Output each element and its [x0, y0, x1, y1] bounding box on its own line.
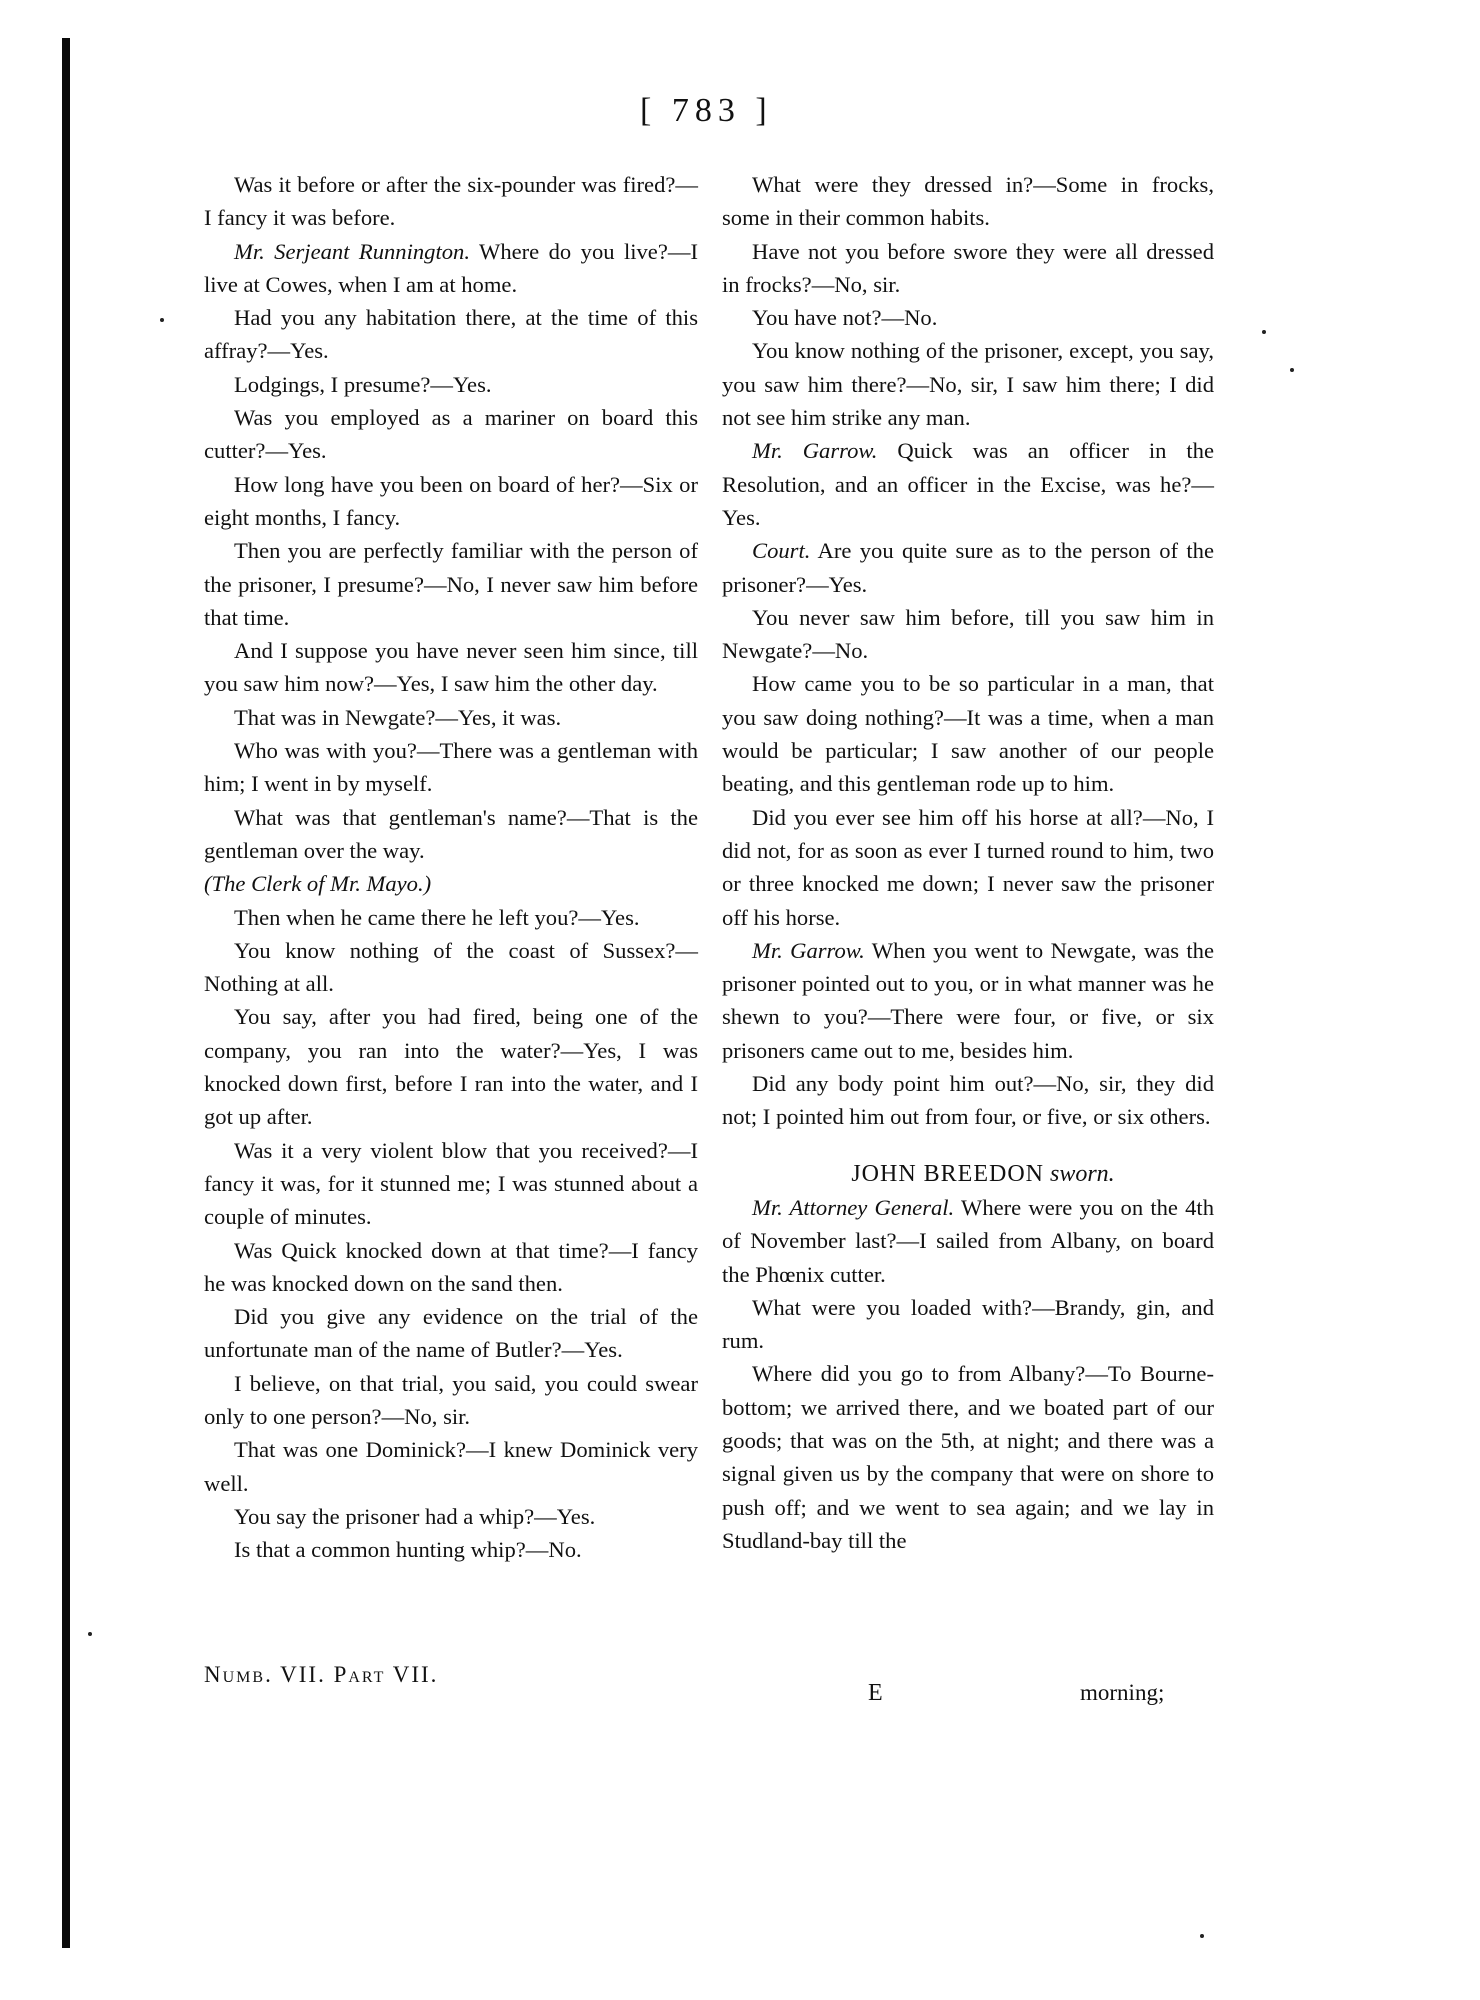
testimony-text: Are you quite sure as to the person of the prisoner?—Yes.	[722, 538, 1214, 597]
witness-heading	[722, 1158, 1214, 1191]
testimony-text: Had you any habitation there, at the time of this affray?—Yes.	[204, 305, 698, 364]
testimony-text: You never saw him before, till you saw him in Newgate?—No.	[722, 604, 1214, 664]
testimony-paragraph	[204, 1000, 698, 1133]
testimony-text: You know nothing of the coast of Sussex?—Nothing at all.	[204, 937, 698, 997]
testimony-paragraph	[204, 1234, 698, 1301]
testimony-text: Was it before or after the six-pounder was fired?—I fancy it was before.	[204, 172, 698, 231]
testimony-paragraph	[204, 534, 698, 634]
testimony-paragraph	[722, 667, 1214, 800]
testimony-text: You have not?—No.	[752, 305, 938, 331]
testimony-text: What were you loaded with?—Brandy, gin, and rum.	[722, 1294, 1214, 1354]
testimony-paragraph	[722, 434, 1214, 534]
testimony-paragraph	[204, 634, 698, 701]
testimony-text: That was one Dominick?—I knew Dominick very well.	[204, 1437, 698, 1496]
testimony-paragraph	[204, 801, 698, 868]
testimony-text: Was you employed as a mariner on board this cutter?—Yes.	[204, 405, 698, 464]
testimony-text: That was in Newgate?—Yes, it was.	[234, 704, 562, 730]
ink-speck	[160, 318, 164, 322]
testimony-paragraph	[722, 168, 1214, 235]
testimony-paragraph	[204, 368, 698, 401]
testimony-text: I believe, on that trial, you said, you could swear only to one person?—No, sir.	[204, 1370, 698, 1429]
testimony-paragraph	[204, 1367, 698, 1434]
testimony-paragraph	[204, 301, 698, 368]
testimony-text: How came you to be so particular in a man, that you saw doing nothing?—It was a time, when a man would be particular; I saw another of our people beating, and this gentleman rode up to him.	[722, 671, 1214, 797]
testimony-text: Who was with you?—There was a gentleman with him; I went in by myself.	[204, 738, 698, 797]
testimony-text: Was Quick knocked down at that time?—I fancy he was knocked down on the sand then.	[204, 1237, 698, 1296]
testimony-text: Then when he came there he left you?—Yes.	[234, 904, 640, 930]
testimony-paragraph	[204, 901, 698, 934]
testimony-paragraph	[722, 934, 1214, 1067]
part-label: Numb. VII. Part VII.	[204, 1662, 439, 1687]
testimony-paragraph	[722, 801, 1214, 934]
testimony-paragraph	[204, 168, 698, 235]
testimony-paragraph	[722, 534, 1214, 601]
testimony-paragraph	[204, 734, 698, 801]
testimony-text: Where do you live?—I live at Cowes, when I am at home.	[204, 238, 698, 297]
testimony-text: When you went to Newgate, was the prisoner pointed out to you, or in what manner was he shewn to you?—There were four, or five, or six prisoners came out to me, besides him.	[722, 937, 1214, 1063]
page-number: [ 783 ]	[640, 92, 773, 129]
testimony-text: Did you give any evidence on the trial of the unfortunate man of the name of Butler?—Yes.	[204, 1304, 698, 1363]
sworn-label: sworn.	[1043, 1160, 1115, 1187]
testimony-text: You know nothing of the prisoner, except, you say, you saw him there?—No, sir, I saw him there; I did not see him strike any man.	[722, 338, 1214, 431]
testimony-text: Quick was an officer in the Resolution, and an officer in the Excise, was he?—Yes.	[722, 438, 1215, 530]
testimony-text: Have not you before swore they were all dressed in frocks?—No, sir.	[722, 238, 1214, 297]
testimony-paragraph	[204, 1134, 698, 1234]
testimony-text: Was it a very violent blow that you received?—I fancy it was, for it stunned me; I was stunned about a couple of minutes.	[204, 1137, 698, 1230]
testimony-text: What were they dressed in?—Some in frocks, some in their common habits.	[722, 172, 1214, 231]
testimony-paragraph	[204, 468, 698, 535]
testimony-paragraph	[722, 1291, 1214, 1358]
testimony-paragraph	[204, 1300, 698, 1367]
speaker-name: (The Clerk of Mr. Mayo.)	[204, 871, 432, 897]
testimony-paragraph	[204, 867, 698, 900]
testimony-paragraph	[722, 301, 1214, 334]
testimony-paragraph	[204, 701, 698, 734]
speaker-name: Mr. Attorney General.	[752, 1194, 955, 1220]
testimony-text: Where were you on the 4th of November last?—I sailed from Albany, on board the Phœnix cutter.	[722, 1194, 1214, 1287]
speaker-name: Mr. Garrow.	[752, 438, 878, 464]
right-column	[722, 168, 1214, 1557]
testimony-paragraph	[204, 1433, 698, 1500]
speaker-name: Mr. Garrow.	[752, 937, 865, 963]
testimony-paragraph	[722, 1067, 1214, 1134]
testimony-paragraph	[722, 334, 1214, 434]
ink-speck	[88, 1632, 92, 1636]
testimony-text: Then you are perfectly familiar with the person of the prisoner, I presume?—No, I never saw him before that time.	[204, 538, 698, 630]
testimony-text: Is that a common hunting whip?—No.	[234, 1537, 582, 1563]
testimony-paragraph	[204, 235, 698, 302]
witness-name: JOHN BREEDON	[851, 1160, 1044, 1187]
testimony-text: How long have you been on board of her?—Six or eight months, I fancy.	[204, 471, 698, 530]
catchword: morning;	[1080, 1680, 1165, 1705]
testimony-paragraph	[204, 401, 698, 468]
testimony-text: Did any body point him out?—No, sir, they did not; I pointed him out from four, or five, or six others.	[722, 1071, 1214, 1130]
binding-edge	[62, 38, 70, 1948]
testimony-text: Lodgings, I presume?—Yes.	[234, 371, 492, 397]
speaker-name: Court.	[752, 538, 811, 564]
testimony-text: What was that gentleman's name?—That is the gentleman over the way.	[204, 804, 698, 863]
signature-mark: E	[868, 1680, 883, 1706]
testimony-text: You say the prisoner had a whip?—Yes.	[234, 1503, 596, 1529]
testimony-text: And I suppose you have never seen him since, till you saw him now?—Yes, I saw him the other day.	[204, 638, 698, 697]
ink-speck	[1290, 368, 1294, 372]
testimony-text: You say, after you had fired, being one of the company, you ran into the water?—Yes, I was knocked down first, before I ran into the water, and I got up after.	[204, 1004, 698, 1130]
testimony-paragraph	[722, 1357, 1214, 1557]
testimony-paragraph	[722, 235, 1214, 302]
testimony-paragraph	[204, 1533, 698, 1566]
ink-speck	[1262, 330, 1266, 334]
testimony-paragraph	[722, 1191, 1214, 1291]
testimony-text: Did you ever see him off his horse at all?—No, I did not, for as soon as ever I turned round to him, two or three knocked me down; I never saw the prisoner off his horse.	[722, 804, 1214, 930]
left-column	[204, 168, 698, 1566]
testimony-paragraph	[204, 1500, 698, 1533]
ink-speck	[1200, 1934, 1204, 1938]
speaker-name: Mr. Serjeant Runnington.	[234, 238, 470, 264]
testimony-paragraph	[722, 601, 1214, 668]
testimony-paragraph	[204, 934, 698, 1001]
testimony-text: Where did you go to from Albany?—To Bourne-bottom; we arrived there, and we boated part of our goods; that was on the 5th, at night; and there was a signal given us by the company that were on shore to push off; and we went to sea again; and we lay in Studland-bay till the	[722, 1361, 1214, 1553]
